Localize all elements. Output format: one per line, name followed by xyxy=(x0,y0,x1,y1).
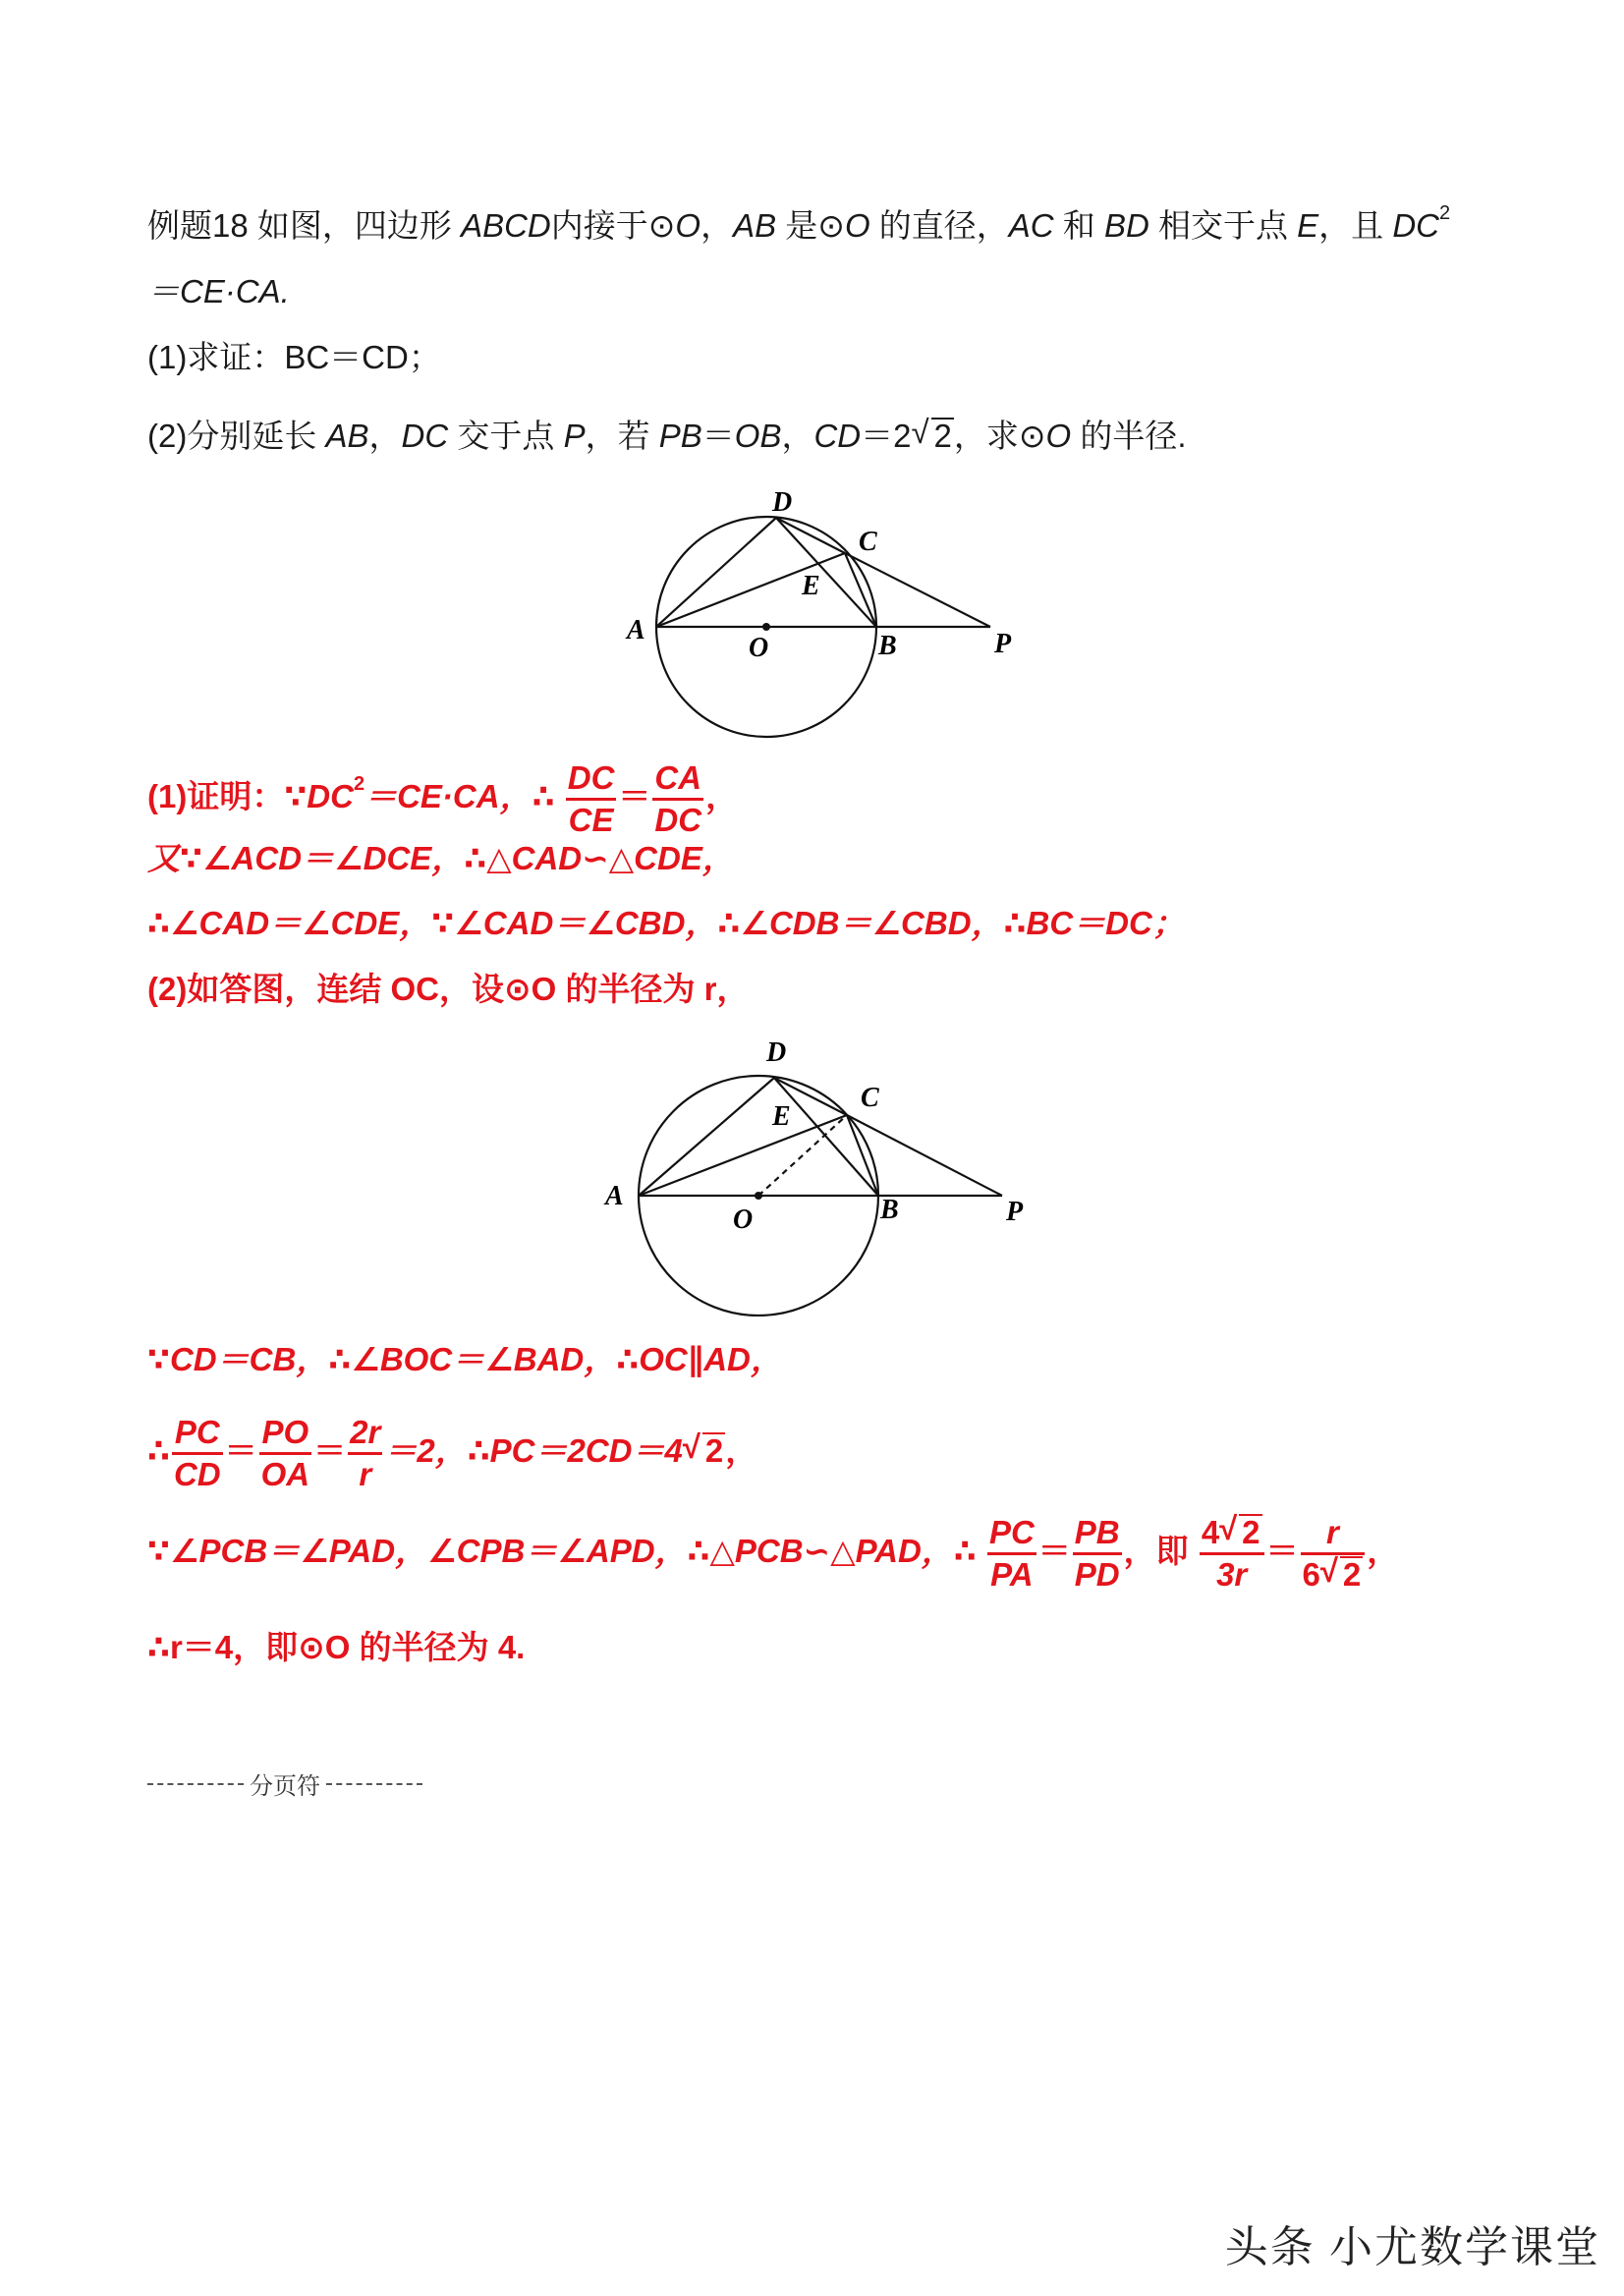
figure-2-label-o: O xyxy=(733,1204,754,1235)
solution-text: (1)证明：∵ xyxy=(147,778,308,815)
denominator: PD xyxy=(1074,1556,1120,1593)
problem-text: ＝CE·CA. xyxy=(147,273,290,309)
denominator: PA xyxy=(990,1556,1034,1593)
fraction: $\frac{r}{6√ 2}$ xyxy=(1301,1513,1366,1595)
problem-text: 内接于⊙ xyxy=(550,207,676,244)
problem-text: 和 xyxy=(1062,207,1095,244)
solution-text: ∴r＝4，即⊙O 的半径为 4. xyxy=(147,1629,526,1665)
figure-1-label-p: P xyxy=(994,629,1012,659)
denominator: 6 xyxy=(1302,1556,1320,1593)
problem-text: 的半径. xyxy=(1080,418,1187,454)
solution-line-2 xyxy=(147,837,735,880)
solution-text: 又∵∠ACD＝∠DCE，∴△CAD∽△CDE， xyxy=(147,840,735,876)
fraction xyxy=(1073,1513,1122,1595)
figure-1-label-o: O xyxy=(749,633,769,663)
problem-text: (2)分别延长 xyxy=(147,418,317,454)
page-break-marker xyxy=(147,1766,422,1801)
denominator: DC xyxy=(654,802,702,838)
denominator: 3r xyxy=(1216,1556,1248,1593)
numerator: 2r xyxy=(350,1414,381,1450)
fraction xyxy=(172,1413,223,1494)
fraction xyxy=(259,1413,312,1494)
fraction xyxy=(348,1413,382,1494)
numerator: PC xyxy=(988,1514,1035,1550)
solution-line-4 xyxy=(147,968,750,1011)
figure-2-diagram xyxy=(589,1022,1061,1316)
problem-text: ，且 xyxy=(1318,207,1384,244)
example-label: 例题18 xyxy=(147,207,249,244)
problem-text: ，若 xyxy=(585,418,650,454)
figure-1-label-e: E xyxy=(802,571,820,601)
numerator: 4 xyxy=(1201,1514,1220,1550)
numerator: PC xyxy=(174,1414,220,1450)
denominator: r xyxy=(359,1456,372,1492)
problem-text: ， xyxy=(781,418,814,454)
solution-text: ＝CE·CA，∴ xyxy=(364,778,555,815)
solution-text: ∴∠CAD＝∠CDE，∵∠CAD＝∠CBD，∴∠CDB＝∠CBD，∴BC＝DC； xyxy=(147,905,1185,941)
figure-2-label-p: P xyxy=(1006,1197,1024,1227)
problem-text: ，求⊙ xyxy=(953,418,1046,454)
denominator: CE xyxy=(568,802,614,838)
problem-line-2 xyxy=(147,270,290,313)
numerator: PO xyxy=(261,1414,309,1450)
solution-line-8 xyxy=(147,1626,525,1669)
denominator: OA xyxy=(260,1456,310,1492)
figure-1-diagram xyxy=(609,472,1041,747)
figure-2-label-d: D xyxy=(766,1037,787,1068)
problem-line-1: 例题18 如图，四边形 ABCD内接于⊙O，AB 是⊙O 的直径，AC 和 BD 相交于点 E，且 $DC^2$ xyxy=(147,202,1451,244)
watermark: 头条 小尤数学课堂 xyxy=(1224,2223,1600,2271)
figure-1-label-d: D xyxy=(772,487,793,518)
problem-part-1 xyxy=(147,336,441,379)
figure-2-label-e: E xyxy=(772,1101,791,1132)
solution-line-6: ∴ $\frac{PC}{CD}$ ＝ $\frac{PO}{OA}$ ＝ $\frac{2r}{r}$ ＝2，∴PC＝2CD＝4√ 2， xyxy=(147,1413,757,1494)
page-break-label: 分页符 xyxy=(250,1773,320,1800)
figure-1-label-b: B xyxy=(878,631,897,661)
solution-text: ∵∠PCB＝∠PAD，∠CPB＝∠APD，∴△PCB∽△PAD，∴ xyxy=(147,1533,977,1570)
solution-line-1: (1)证明：$\because DC^2=CE\cdot CA$，∴ $\frac{DC}{CE}$ ＝ $\frac{CA}{DC}$ ， xyxy=(147,759,739,838)
problem-text: 相交于点 xyxy=(1157,207,1288,244)
fraction: $\frac{4√ 2}{3r}$ xyxy=(1200,1513,1264,1595)
numerator: PB xyxy=(1074,1514,1120,1550)
solution-text: ∵CD＝CB，∴∠BOC＝∠BAD，∴OC∥AD， xyxy=(147,1341,783,1377)
problem-text: 是⊙ xyxy=(785,207,845,244)
problem-text: ， xyxy=(700,207,734,244)
numerator: DC xyxy=(567,759,615,796)
solution-line-7: ∵∠PCB＝∠PAD，∠CPB＝∠APD，∴△PCB∽△PAD，∴ $\frac{PC}{PA}$ ＝ $\frac{PB}{PD}$ ，即 $\frac{4√ 2}{3r}$ ＝ $\frac{r}{6√ 2}$ ， xyxy=(147,1513,1399,1595)
solution-line-5 xyxy=(147,1338,783,1381)
denominator: CD xyxy=(173,1456,221,1492)
figure-1-label-c: C xyxy=(859,527,877,557)
figure-2-label-c: C xyxy=(861,1083,879,1113)
figure-2-label-a: A xyxy=(605,1181,624,1211)
numerator: CA xyxy=(654,759,702,796)
problem-text: 如图，四边形 xyxy=(256,207,452,244)
fraction xyxy=(652,758,703,840)
solution-text: ，即 xyxy=(1123,1533,1189,1570)
fraction xyxy=(566,758,617,840)
figure-1-label-a: A xyxy=(627,615,645,645)
problem-text: 交于点 xyxy=(457,418,555,454)
problem-part-2: (2)分别延长 AB，DC 交于点 P，若 PB＝OB，CD＝2√ 2，求⊙O 的半径. xyxy=(147,415,1187,458)
problem-text: (1)求证：BC＝CD； xyxy=(147,339,441,375)
figure-2-label-b: B xyxy=(880,1195,899,1225)
solution-line-3 xyxy=(147,902,1185,945)
solution-text: ＝2，∴PC＝2CD＝4 xyxy=(384,1432,683,1470)
numerator: r xyxy=(1325,1514,1339,1550)
solution-text: (2)如答图，连结 OC，设⊙O 的半径为 r， xyxy=(147,971,750,1007)
fraction xyxy=(987,1513,1036,1595)
problem-text: 的直径， xyxy=(878,207,1009,244)
